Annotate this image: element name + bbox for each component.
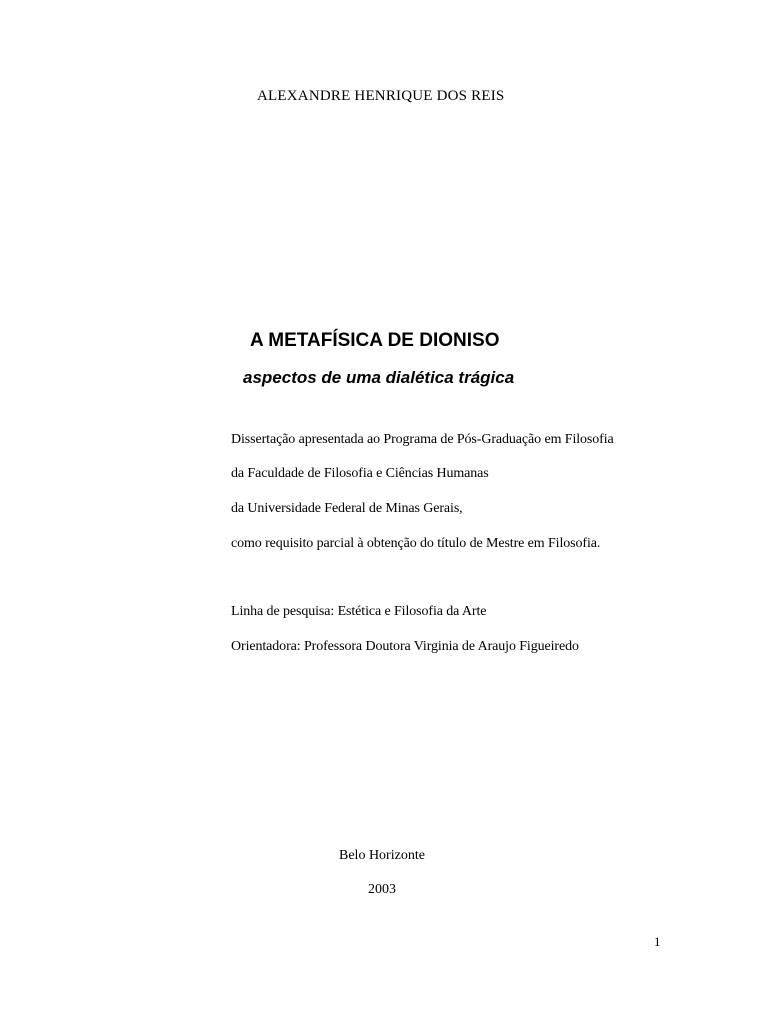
city-name: Belo Horizonte <box>339 848 425 863</box>
description-line-2: da Faculdade de Filosofia e Ciências Humanas <box>231 466 489 481</box>
description-line-1: Dissertação apresentada ao Programa de Pós-Graduação em Filosofia <box>231 432 614 447</box>
research-line: Linha de pesquisa: Estética e Filosofia da Arte <box>231 604 487 619</box>
document-title: A METAFÍSICA DE DIONISO <box>250 330 500 351</box>
description-line-4: como requisito parcial à obtenção do título de Mestre em Filosofia. <box>231 536 601 551</box>
advisor-line: Orientadora: Professora Doutora Virginia de Araujo Figueiredo <box>231 639 579 654</box>
author-name: ALEXANDRE HENRIQUE DOS REIS <box>257 88 505 104</box>
page-number: 1 <box>654 934 661 949</box>
publication-year: 2003 <box>368 882 396 897</box>
description-line-3: da Universidade Federal de Minas Gerais, <box>231 501 463 516</box>
document-subtitle: aspectos de uma dialética trágica <box>243 368 515 387</box>
